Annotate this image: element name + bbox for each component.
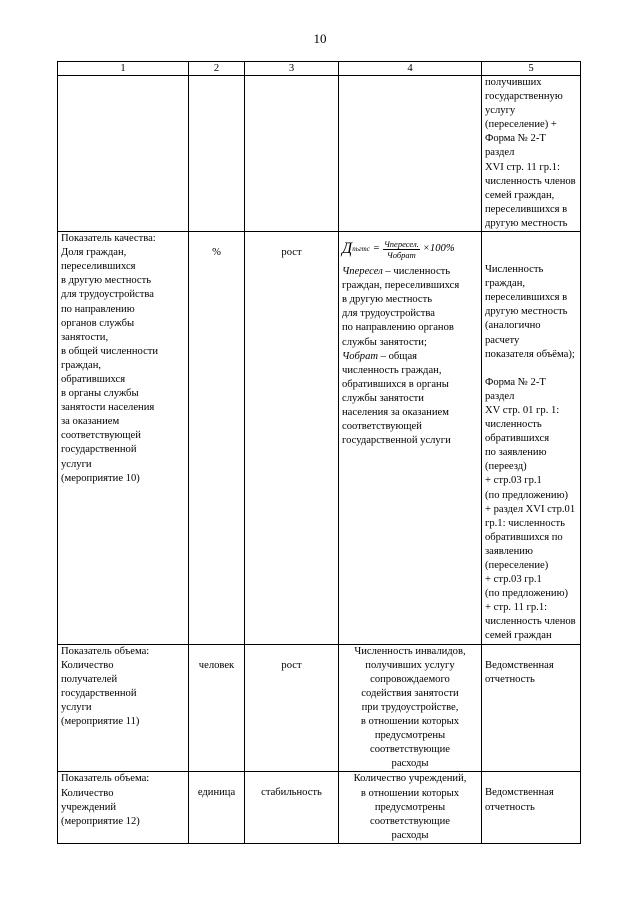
table-cell	[58, 76, 189, 232]
unit-cell: %	[189, 232, 245, 645]
table-row	[58, 76, 581, 232]
formula-denominator: Чобрат	[386, 250, 416, 261]
table-header-row	[58, 62, 581, 76]
trend-cell: рост	[245, 232, 339, 645]
method-cell	[339, 232, 482, 645]
definition-term: Чпересел	[342, 266, 383, 278]
indicators-table	[57, 61, 581, 844]
table-cell	[339, 76, 482, 232]
column-header: 1	[58, 62, 189, 76]
indicator-name-cell: Показатель объема: Количество получателей государственной услуги (мероприятие 11)	[58, 644, 189, 772]
formula-lhs: Д	[342, 240, 353, 258]
source-cell: Численность граждан, переселившихся в другую местность (аналогично расчету показателя объёма); Форма № 2-Т раздел XV стр. 01 гр. 1: численность обратившихся по заявлению (переезд) + стр.03 гр.1 (по предложению) + раздел XVI стр.01 гр.1: численность обратившихся по заявлению (переселение) + стр.03 гр.1 (по предложению) + стр. 11 гр.1: численность членов семей граждан	[482, 232, 581, 645]
table-row	[58, 644, 581, 772]
definition-1	[342, 265, 478, 350]
source-cell: Ведомственная отчетность	[482, 644, 581, 772]
formula-lhs-subscript: пьгтс	[352, 245, 370, 254]
calculation-formula: Д пьгтс = $\frac{\text{Чпересел.}}{\text{Чобрат}}$ ×100%	[342, 239, 455, 261]
column-header: 4	[339, 62, 482, 76]
column-header: 5	[482, 62, 581, 76]
trend-cell: стабильность	[245, 772, 339, 843]
formula-tail: ×100%	[422, 243, 455, 255]
definition-2	[342, 350, 478, 449]
method-cell: Численность инвалидов, получивших услугу сопровождаемого содействия занятости при трудоустройстве, в отношении которых предусмотрены соответствующие расходы	[339, 644, 482, 772]
column-header: 3	[245, 62, 339, 76]
table-cell	[189, 76, 245, 232]
table-row	[58, 232, 581, 645]
formula-numerator: Чпересел.	[383, 239, 419, 250]
definition-text: – численность граждан, переселившихся в другую местность для трудоустройства по направлению органов службы занятости;	[342, 266, 460, 348]
trend-cell: рост	[245, 644, 339, 772]
table-row	[58, 772, 581, 843]
definition-term: Чобрат	[342, 350, 379, 362]
formula-fraction	[383, 239, 420, 260]
unit-cell: единица	[189, 772, 245, 843]
method-cell: Количество учреждений, в отношении которых предусмотрены соответствующие расходы	[339, 772, 482, 843]
definition-text: – общая численность граждан, обратившихся в органы службы занятости населения за оказанием соответствующей государственной услуги	[342, 350, 451, 447]
page-number: 10	[313, 31, 327, 46]
indicator-name-cell: Показатель качества: Доля граждан, переселившихся в другую местность для трудоустройства по направлению органов службы занятости, в общей численности граждан, обратившихся в органы службы занятости населения за оказанием соответствующей государственной услуги (мероприятие 10)	[58, 232, 189, 645]
column-header: 2	[189, 62, 245, 76]
source-cell: получивших государственную услугу (переселение) + Форма № 2-Т раздел XVI стр. 11 гр.1: численность членов семей граждан, переселившихся в другую местность	[482, 76, 581, 232]
table-cell	[245, 76, 339, 232]
source-cell: Ведомственная отчетность	[482, 772, 581, 843]
indicator-name-cell: Показатель объема: Количество учреждений (мероприятие 12)	[58, 772, 189, 843]
unit-cell: человек	[189, 644, 245, 772]
